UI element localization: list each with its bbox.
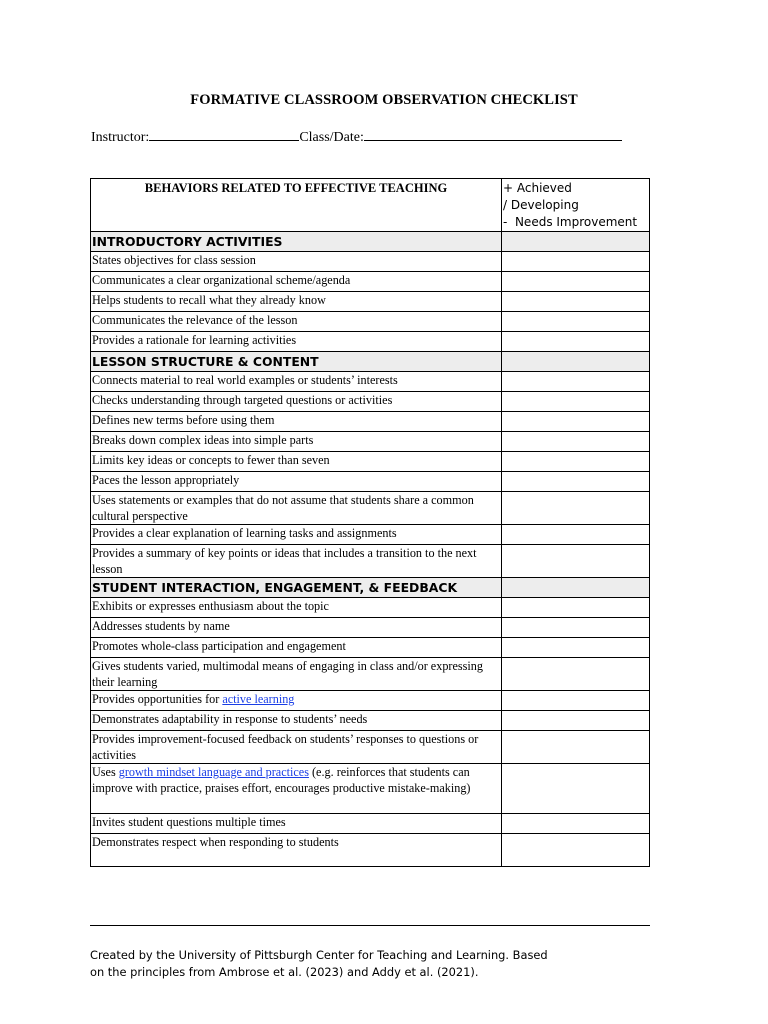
rating-cell[interactable] [502,252,650,272]
behavior-text: Provides a summary of key points or ideas that includes a transition to the next lesson [91,545,502,578]
table-row [91,834,650,867]
behavior-text: States objectives for class session [91,252,502,272]
section-rating-cell [502,232,650,252]
table-row [91,312,650,332]
rating-cell[interactable] [502,618,650,638]
behavior-text: Demonstrates adaptability in response to students’ needs [91,711,502,731]
class-date-blank[interactable] [364,128,622,141]
instructor-label: Instructor: [91,130,150,145]
behavior-text: Demonstrates respect when responding to students [91,834,502,867]
rating-cell[interactable] [502,598,650,618]
behavior-text: Addresses students by name [91,618,502,638]
legend-achieved: + Achieved [503,181,572,195]
rating-cell[interactable] [502,545,650,578]
behavior-text: Helps students to recall what they already know [91,292,502,312]
table-row [91,525,650,545]
behavior-text-suffix: (e.g. reinforces that students can improve with practice, praises effort, encourages productive mistake-making) [92,765,471,795]
table-row [91,711,650,731]
rating-cell[interactable] [502,392,650,412]
table-row [91,412,650,432]
behavior-text: Promotes whole-class participation and engagement [91,638,502,658]
section-title: STUDENT INTERACTION, ENGAGEMENT, & FEEDBACK [91,578,502,598]
table-row [91,492,650,525]
rating-cell[interactable] [502,412,650,432]
rating-cell[interactable] [502,814,650,834]
rating-cell[interactable] [502,731,650,764]
behavior-text: Uses statements or examples that do not assume that students share a common cultural perspective [91,492,502,525]
table-row [91,731,650,764]
behavior-text: Communicates a clear organizational scheme/agenda [91,272,502,292]
table-row [91,452,650,472]
behavior-text: Connects material to real world examples or students’ interests [91,372,502,392]
behavior-text: Provides a rationale for learning activities [91,332,502,352]
table-row [91,432,650,452]
behavior-text-prefix: Provides opportunities for [92,692,223,706]
behavior-text: Paces the lesson appropriately [91,472,502,492]
table-row [91,392,650,412]
rating-cell[interactable] [502,764,650,814]
rating-cell[interactable] [502,452,650,472]
table-row [91,764,650,814]
behavior-text: Communicates the relevance of the lesson [91,312,502,332]
behavior-text: Checks understanding through targeted questions or activities [91,392,502,412]
table-row [91,252,650,272]
table-row [91,292,650,312]
section-title: INTRODUCTORY ACTIVITIES [91,232,502,252]
behavior-text-prefix: Uses [92,765,119,779]
table-row [91,372,650,392]
rating-cell[interactable] [502,638,650,658]
rating-cell[interactable] [502,834,650,867]
rating-cell[interactable] [502,658,650,691]
instructor-class-line [91,128,622,146]
table-row [91,472,650,492]
behavior-text: Exhibits or expresses enthusiasm about the topic [91,598,502,618]
behavior-text: Defines new terms before using them [91,412,502,432]
behaviors-heading: BEHAVIORS RELATED TO EFFECTIVE TEACHING [91,179,502,232]
section-rating-cell [502,352,650,372]
active-learning-link[interactable]: active learning [222,692,295,706]
rating-cell[interactable] [502,332,650,352]
rating-legend [502,179,650,232]
legend-needs-improvement: - Needs Improvement [503,215,638,229]
rating-cell[interactable] [502,525,650,545]
behavior-text: Limits key ideas or concepts to fewer than seven [91,452,502,472]
rating-cell[interactable] [502,472,650,492]
behavior-text: Invites student questions multiple times [91,814,502,834]
rating-cell[interactable] [502,312,650,332]
section-student-interaction [91,578,650,598]
rating-cell[interactable] [502,272,650,292]
growth-mindset-link[interactable]: growth mindset language and practices [118,765,309,779]
behavior-text: Breaks down complex ideas into simple parts [91,432,502,452]
legend-developing: / Developing [503,198,579,212]
table-row [91,658,650,691]
rating-cell[interactable] [502,691,650,711]
footer-divider [90,925,650,926]
document-title: FORMATIVE CLASSROOM OBSERVATION CHECKLIST [190,92,578,108]
table-row [91,691,650,711]
rating-cell[interactable] [502,492,650,525]
behavior-text: Gives students varied, multimodal means of engaging in class and/or expressing their learning [91,658,502,691]
behavior-text: Provides improvement-focused feedback on students’ responses to questions or activities [91,731,502,764]
table-row [91,272,650,292]
rating-cell[interactable] [502,292,650,312]
rating-cell[interactable] [502,372,650,392]
table-row [91,814,650,834]
instructor-blank[interactable] [149,128,299,141]
table-header-row [91,179,650,232]
section-title: LESSON STRUCTURE & CONTENT [91,352,502,372]
observation-checklist-table [90,178,650,867]
table-row [91,598,650,618]
behavior-text [91,691,502,711]
table-row [91,638,650,658]
section-rating-cell [502,578,650,598]
rating-cell[interactable] [502,711,650,731]
footer-credit: Created by the University of Pittsburgh Center for Teaching and Learning. Based on the principles from Ambrose et al. (2023) and Addy et al. (2021). [90,948,548,979]
class-date-label: Class/Date: [299,130,364,145]
section-introductory-activities [91,232,650,252]
behavior-text [91,764,502,814]
table-row [91,545,650,578]
table-row [91,332,650,352]
rating-cell[interactable] [502,432,650,452]
table-row [91,618,650,638]
behavior-text: Provides a clear explanation of learning tasks and assignments [91,525,502,545]
section-lesson-structure-content [91,352,650,372]
